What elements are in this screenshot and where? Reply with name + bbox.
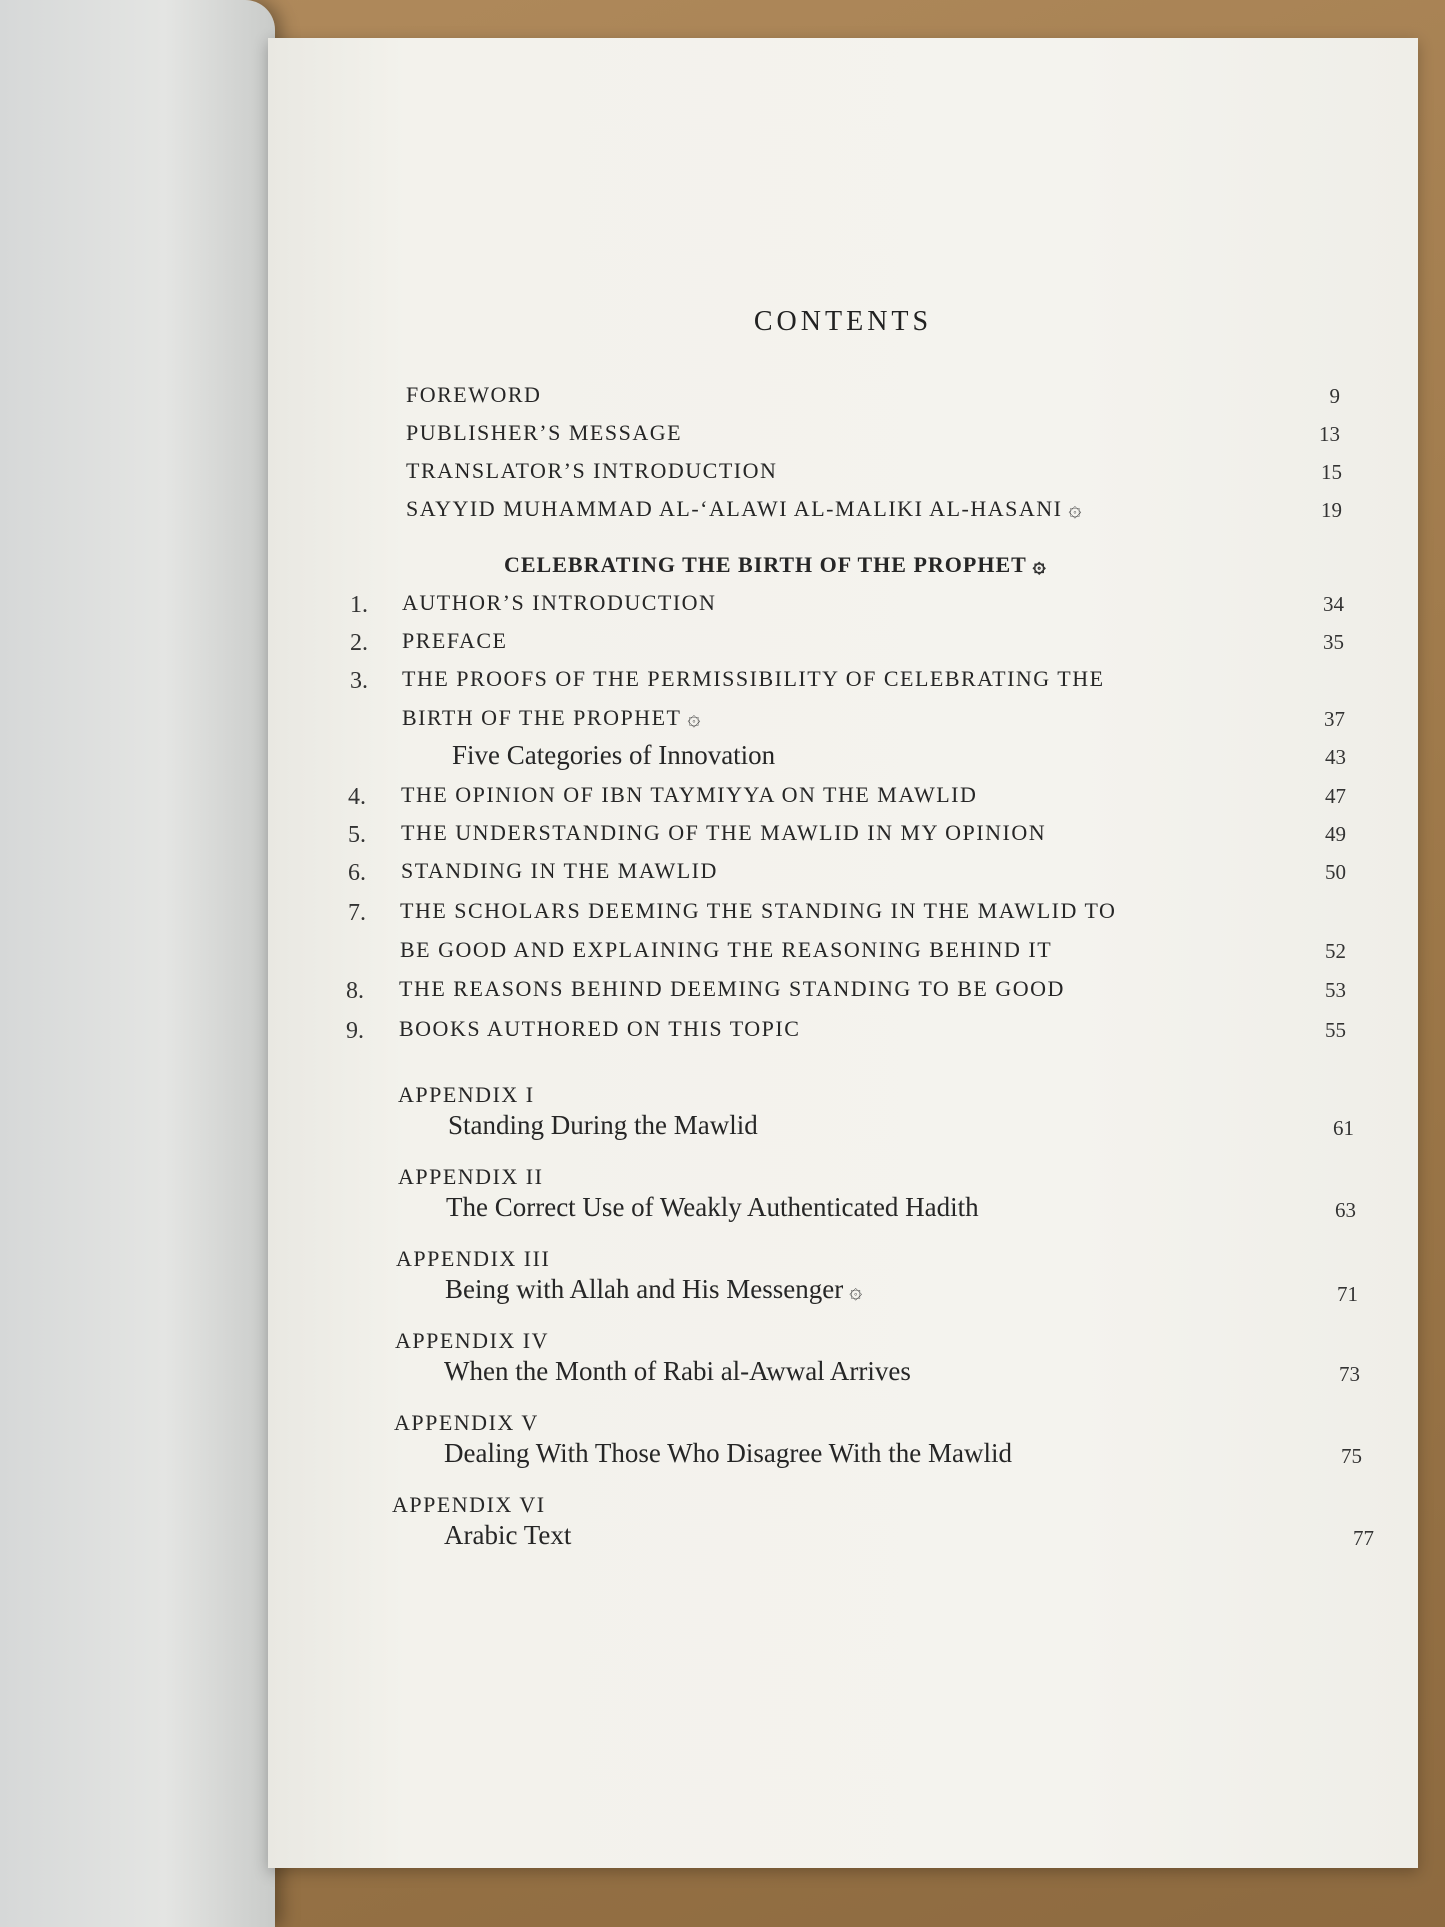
chapter-number: 5. bbox=[348, 822, 366, 848]
toc-entry-chapter-7-line-2: BE GOOD AND EXPLAINING THE REASONING BEHIND IT bbox=[400, 937, 1053, 962]
page-number: 77 bbox=[1353, 1526, 1374, 1550]
page-number: 63 bbox=[1335, 1198, 1356, 1222]
page-number: 49 bbox=[1325, 822, 1346, 846]
toc-entry-chapter-9: BOOKS AUTHORED ON THIS TOPIC bbox=[399, 1016, 801, 1041]
page-number: 34 bbox=[1323, 592, 1344, 616]
page-number: 55 bbox=[1325, 1018, 1346, 1042]
page-number: 61 bbox=[1333, 1116, 1354, 1140]
page-title: CONTENTS bbox=[753, 306, 933, 337]
page-number: 19 bbox=[1321, 498, 1342, 522]
toc-entry-publisher: PUBLISHER’S MESSAGE bbox=[406, 420, 683, 445]
appendix-title: Standing During the Mawlid bbox=[448, 1110, 758, 1140]
chapter-number: 7. bbox=[348, 900, 366, 926]
toc-entry-sayyid bbox=[406, 496, 1081, 522]
page-number: 37 bbox=[1324, 707, 1345, 731]
toc-entry-foreword: FOREWORD bbox=[406, 382, 542, 407]
toc-entry-translator: TRANSLATOR’S INTRODUCTION bbox=[406, 458, 778, 483]
appendix-label: APPENDIX II bbox=[398, 1164, 544, 1189]
chapter-number: 6. bbox=[348, 860, 366, 886]
toc-entry-chapter-1: AUTHOR’S INTRODUCTION bbox=[402, 590, 717, 615]
page-number: 71 bbox=[1337, 1282, 1358, 1306]
appendix-title: Arabic Text bbox=[444, 1520, 572, 1550]
section-heading bbox=[504, 552, 1046, 578]
page-number: 15 bbox=[1321, 460, 1342, 484]
honorific-seal-icon: ۞ bbox=[687, 705, 701, 730]
chapter-number: 8. bbox=[346, 978, 364, 1004]
page-number: 50 bbox=[1325, 860, 1346, 884]
toc-entry-chapter-2: PREFACE bbox=[402, 628, 508, 653]
appendix-label: APPENDIX I bbox=[398, 1082, 535, 1107]
honorific-seal-icon: ۞ bbox=[1032, 552, 1046, 577]
chapter-number: 1. bbox=[350, 592, 368, 618]
page-number: 35 bbox=[1323, 630, 1344, 654]
appendix-title: The Correct Use of Weakly Authenticated Hadith bbox=[446, 1192, 979, 1222]
contents-page bbox=[268, 38, 1418, 1868]
toc-entry-chapter-3-line-2 bbox=[402, 705, 700, 731]
toc-entry-chapter-8: THE REASONS BEHIND DEEMING STANDING TO BE GOOD bbox=[399, 976, 1065, 1001]
toc-entry-chapter-3-line-1: THE PROOFS OF THE PERMISSIBILITY OF CELEBRATING THE bbox=[402, 666, 1105, 691]
page-number: 47 bbox=[1325, 784, 1346, 808]
appendix-label: APPENDIX IV bbox=[395, 1328, 549, 1353]
appendix-label: APPENDIX VI bbox=[392, 1492, 546, 1517]
page-number: 13 bbox=[1319, 422, 1340, 446]
appendix-title: Being with Allah and His Messenger bbox=[445, 1274, 844, 1304]
page-number: 52 bbox=[1325, 939, 1346, 963]
toc-entry-chapter-4: THE OPINION OF IBN TAYMIYYA ON THE MAWLID bbox=[401, 782, 978, 807]
toc-entry-label: SAYYID MUHAMMAD AL-‘ALAWI AL-MALIKI AL-HASANI bbox=[406, 496, 1063, 521]
appendix-title-allah bbox=[445, 1274, 862, 1305]
toc-entry-label: BIRTH OF THE PROPHET bbox=[402, 705, 682, 730]
facing-page bbox=[0, 0, 275, 1927]
appendix-title: Dealing With Those Who Disagree With the Mawlid bbox=[444, 1438, 1012, 1468]
chapter-number: 4. bbox=[348, 784, 366, 810]
page-number: 43 bbox=[1325, 745, 1346, 769]
toc-entry-chapter-5: THE UNDERSTANDING OF THE MAWLID IN MY OPINION bbox=[401, 820, 1047, 845]
appendix-label: APPENDIX V bbox=[394, 1410, 539, 1435]
honorific-seal-icon: ۞ bbox=[1068, 496, 1082, 521]
page-number: 53 bbox=[1325, 978, 1346, 1002]
toc-subentry-innovation: Five Categories of Innovation bbox=[452, 740, 776, 770]
chapter-number: 9. bbox=[346, 1018, 364, 1044]
toc-entry-chapter-6: STANDING IN THE MAWLID bbox=[401, 858, 718, 883]
page-number: 9 bbox=[1329, 384, 1340, 408]
appendix-label: APPENDIX III bbox=[396, 1246, 551, 1271]
chapter-number: 2. bbox=[350, 630, 368, 656]
honorific-seal-icon: ۞ bbox=[849, 1278, 863, 1303]
chapter-number: 3. bbox=[350, 668, 368, 694]
appendix-title: When the Month of Rabi al-Awwal Arrives bbox=[444, 1356, 911, 1386]
page-number: 75 bbox=[1341, 1444, 1362, 1468]
section-heading-text: CELEBRATING THE BIRTH OF THE PROPHET bbox=[504, 552, 1027, 577]
page-number: 73 bbox=[1339, 1362, 1360, 1386]
toc-entry-chapter-7-line-1: THE SCHOLARS DEEMING THE STANDING IN THE MAWLID TO bbox=[400, 898, 1117, 923]
